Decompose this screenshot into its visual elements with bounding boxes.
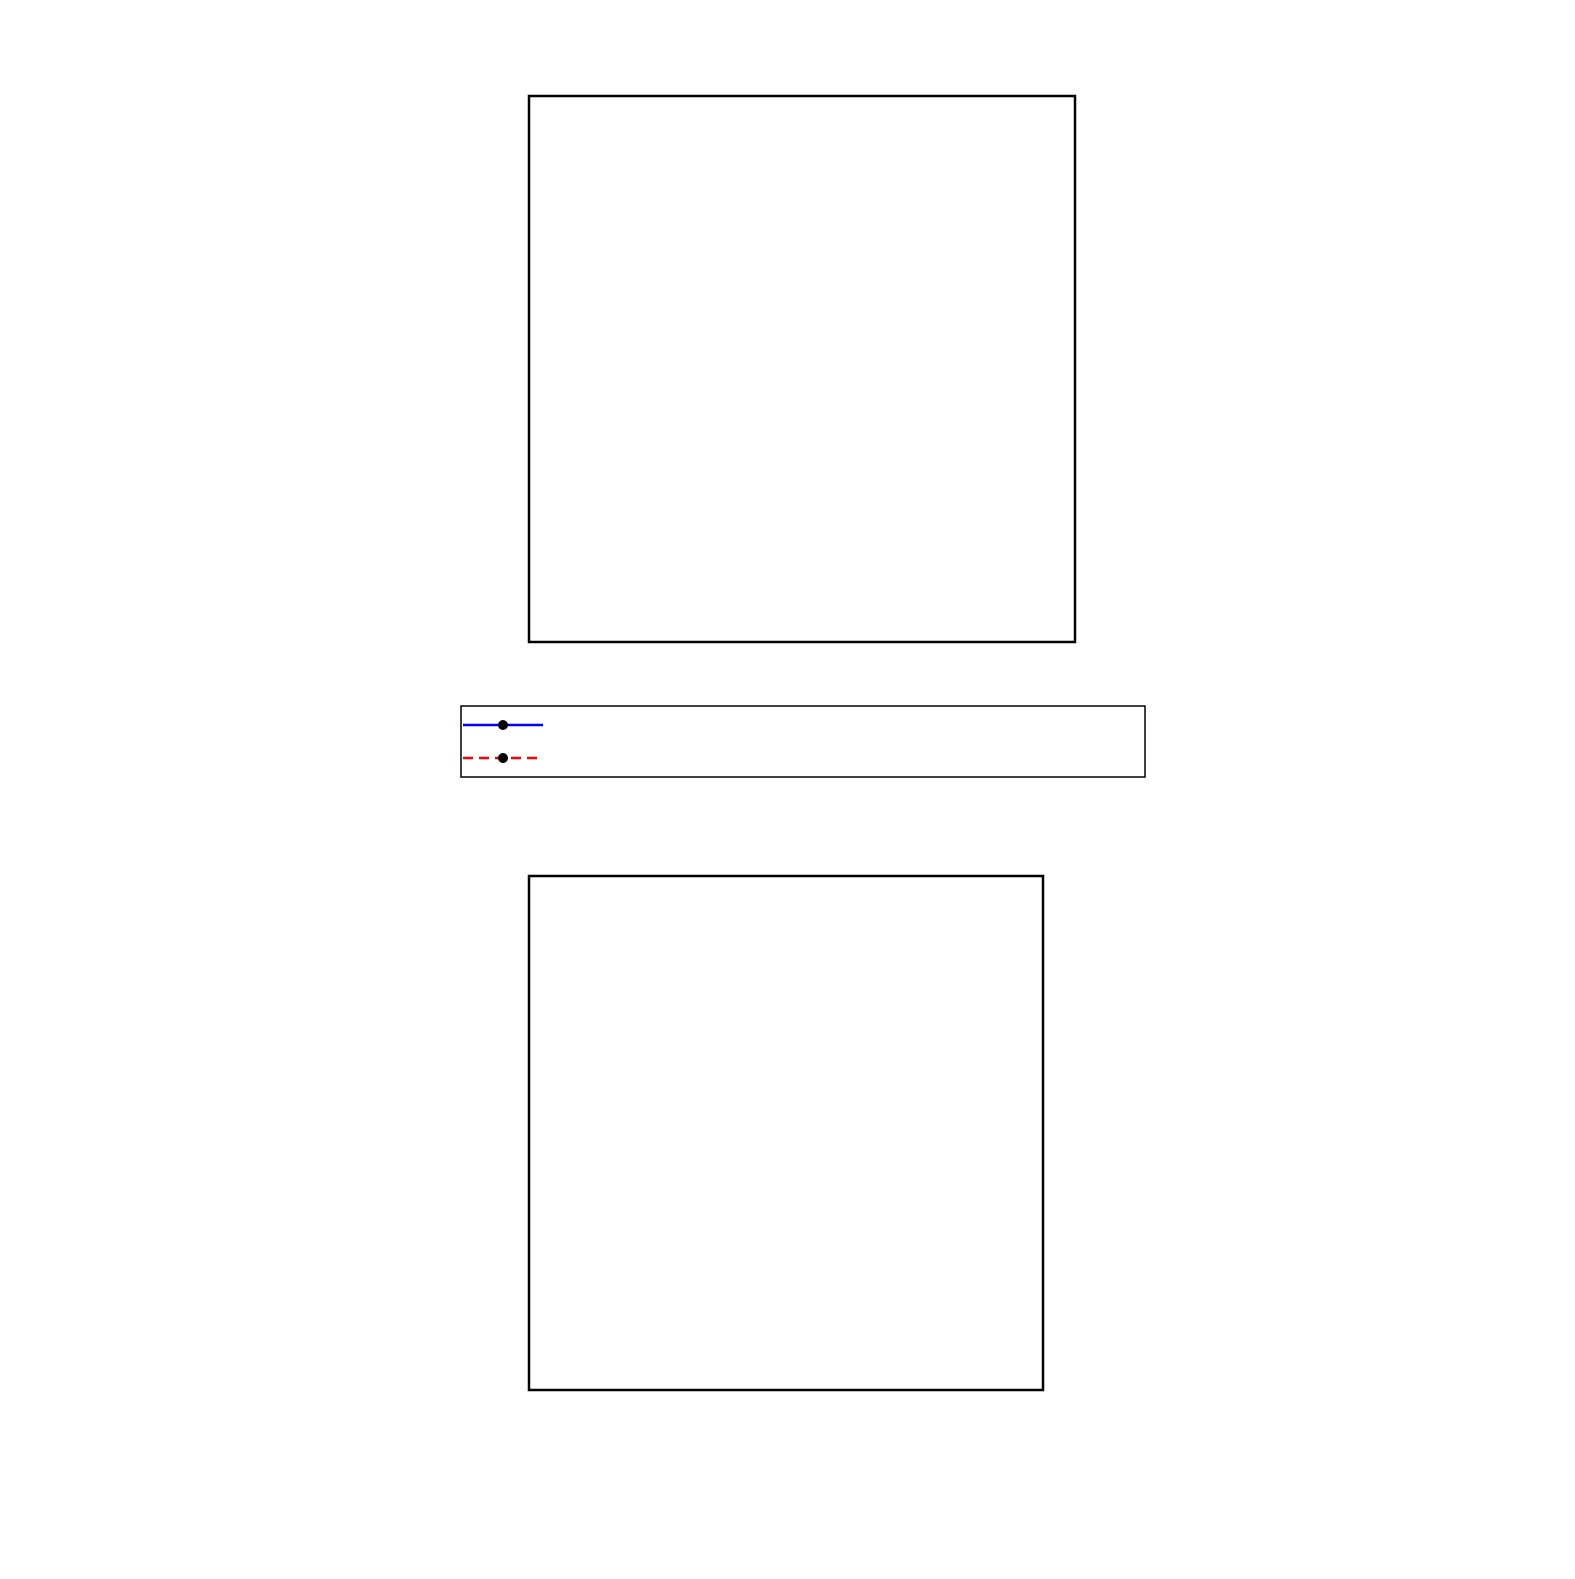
bottom-plot-frame xyxy=(529,876,1043,1390)
legend-box xyxy=(461,706,1145,777)
bottom-panel xyxy=(529,876,1043,1390)
legend xyxy=(461,706,1145,777)
top-plot-frame xyxy=(529,96,1075,642)
top-panel xyxy=(529,96,1075,642)
legend-marker-arm xyxy=(498,720,508,730)
legend-marker-model xyxy=(498,753,508,763)
